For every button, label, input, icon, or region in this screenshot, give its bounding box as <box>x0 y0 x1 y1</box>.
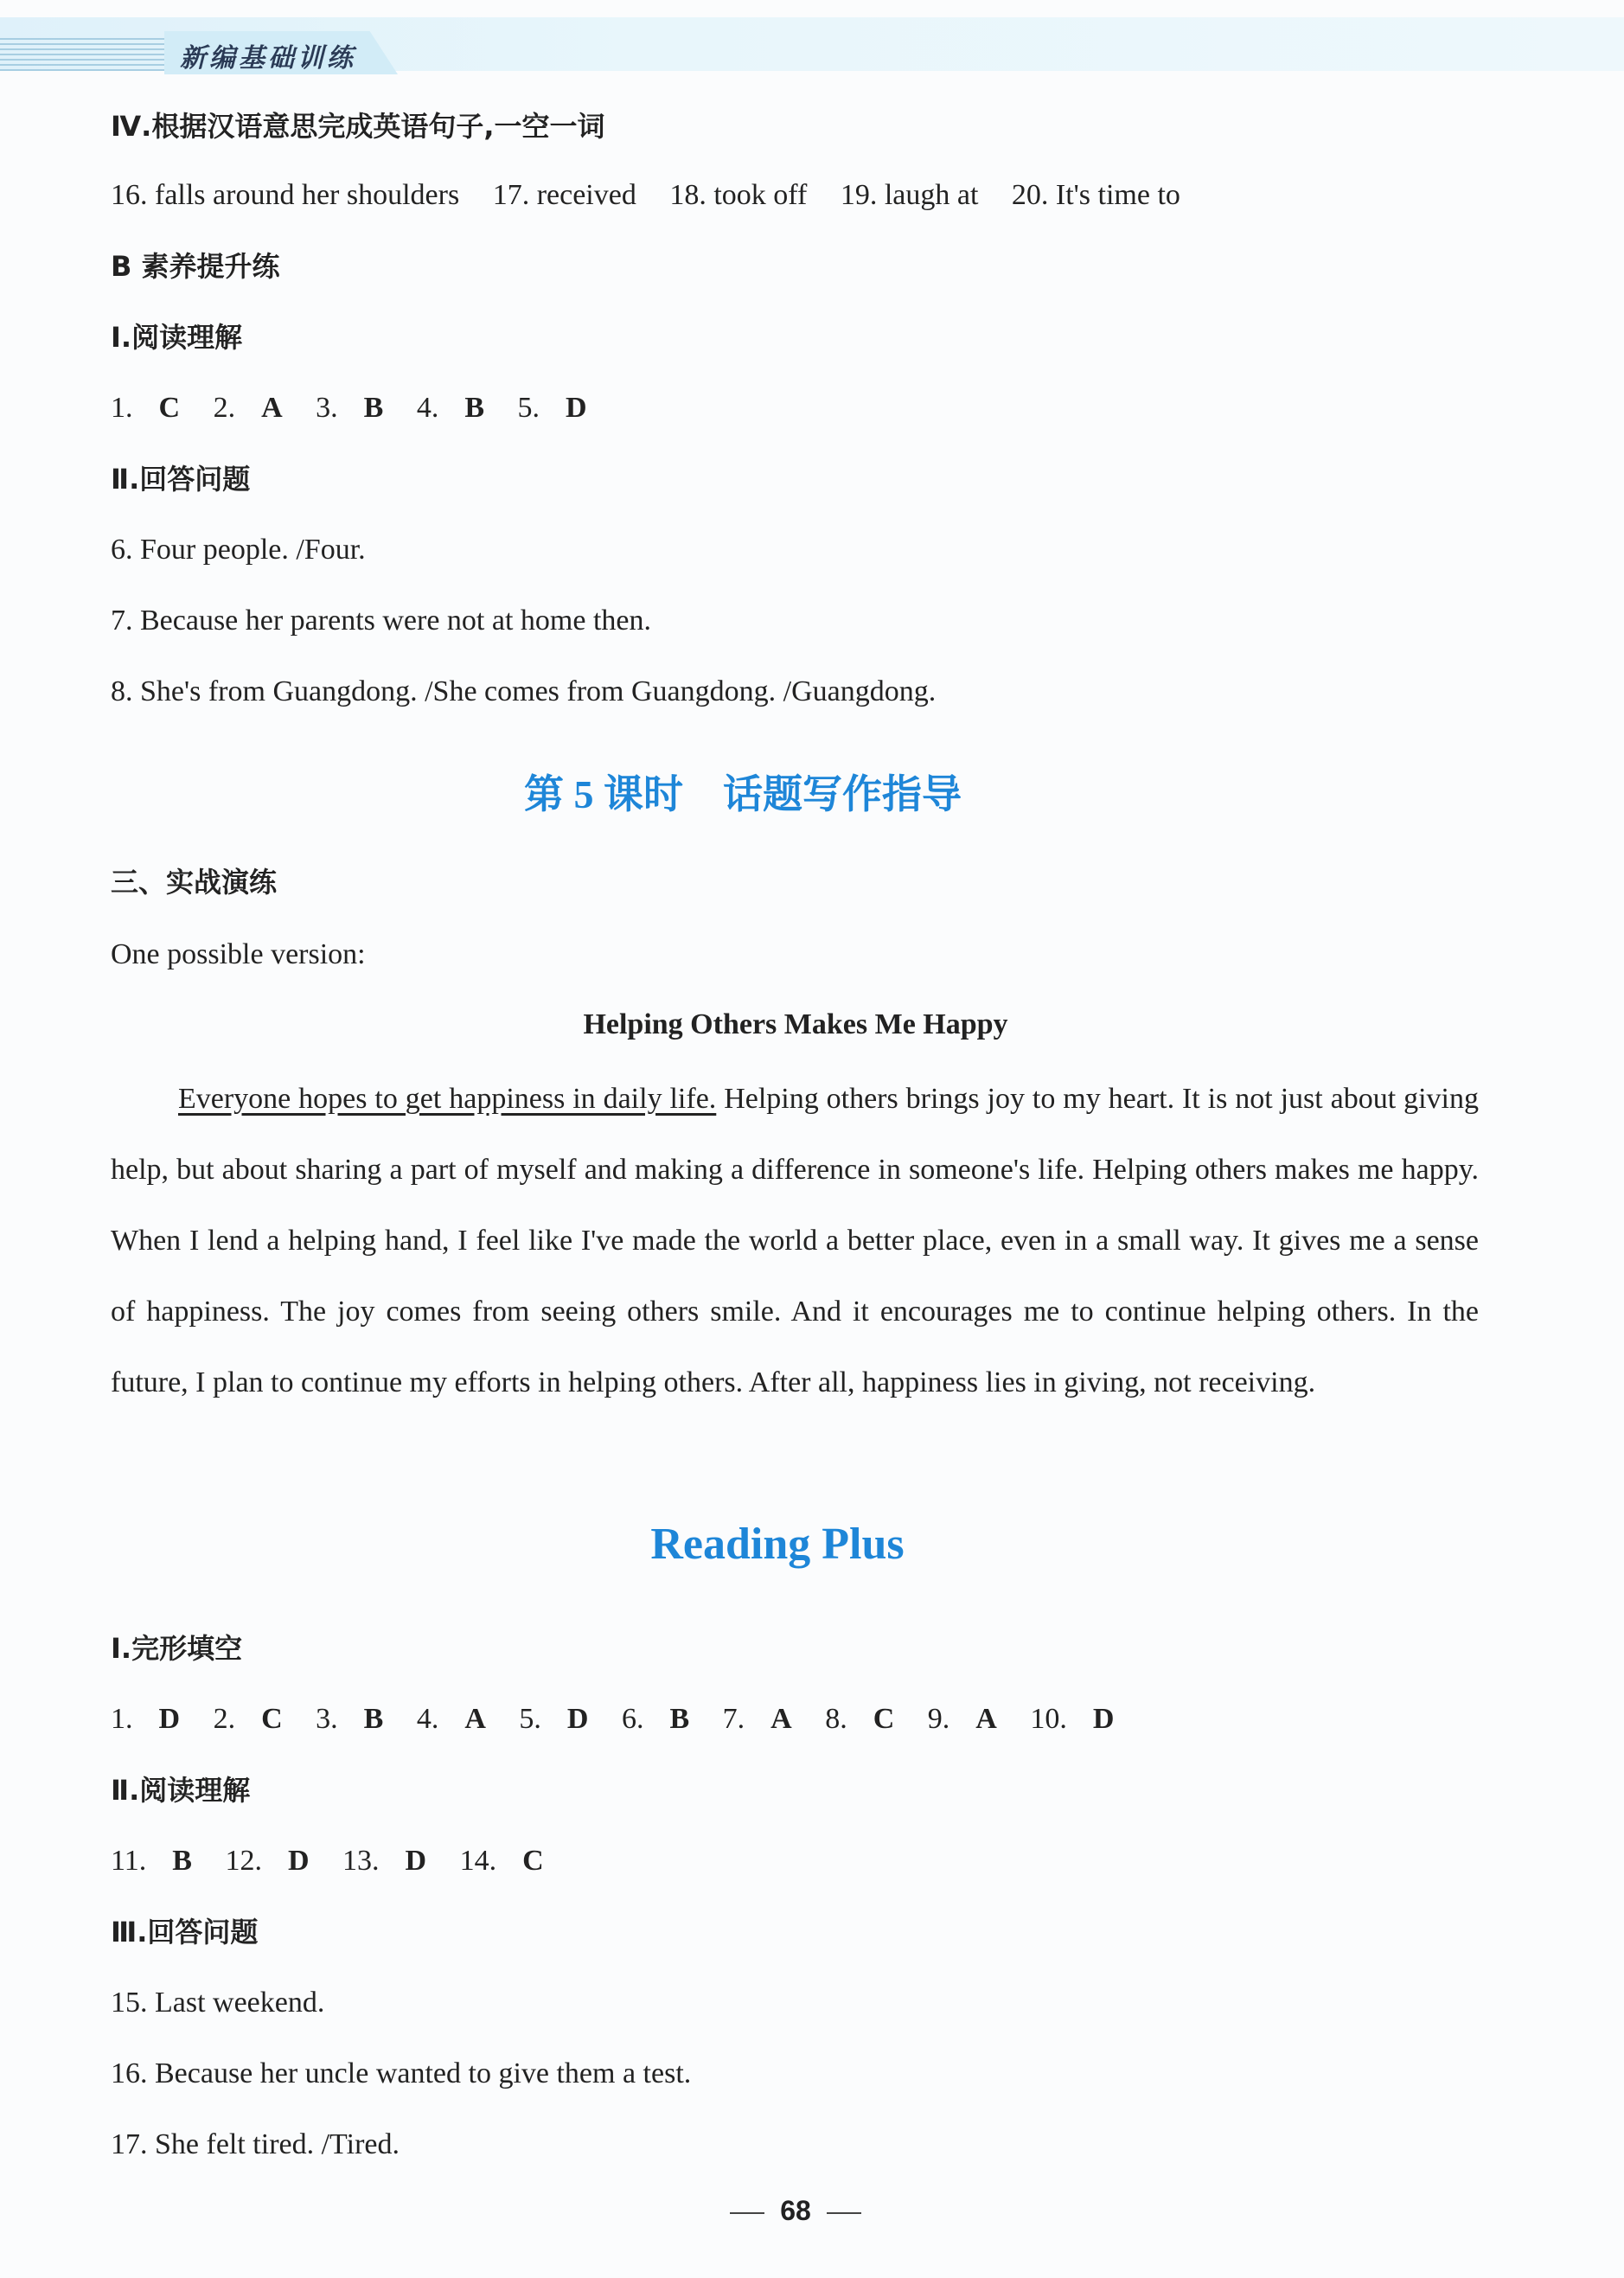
answer-item: 7. A <box>722 1703 792 1735</box>
part-iv-answers <box>111 178 1180 213</box>
answer-line: 16. Because her uncle wanted to give them a test. <box>111 2057 692 2089</box>
essay-title: Helping Others Makes Me Happy <box>583 1008 1008 1040</box>
part-b-heading: B 素养提升练 <box>111 250 280 283</box>
cloze-heading: Ⅰ.完形填空 <box>111 1632 243 1665</box>
practice-heading: 三、实战演练 <box>111 866 278 899</box>
answer-16: 16. falls around her shoulders <box>111 179 460 211</box>
rp-reading-answers <box>111 1844 544 1878</box>
answer-18: 18. took off <box>669 179 808 211</box>
answer-item: 4. B <box>416 392 484 424</box>
answer-item: 5. D <box>519 1703 589 1735</box>
answer-item: 3. B <box>316 392 384 424</box>
dash-right <box>827 2212 861 2214</box>
answer-line: 17. She felt tired. /Tired. <box>111 2128 400 2160</box>
header-decoration <box>0 38 164 73</box>
answer-line: 7. Because her parents were not at home then. <box>111 605 651 637</box>
reading-plus-title: Reading Plus <box>650 1520 905 1569</box>
answer-item: 4. A <box>416 1703 486 1735</box>
answer-item: 5. D <box>517 392 587 424</box>
answer-item: 12. D <box>225 1845 310 1877</box>
answer-item: 3. B <box>316 1703 384 1735</box>
cloze-answers <box>111 1702 1114 1737</box>
book-title: 新编基础训练 <box>180 43 356 74</box>
rp-questions-heading: Ⅲ.回答问题 <box>111 1916 259 1948</box>
part-iv-heading: Ⅳ.根据汉语意思完成英语句子,一空一词 <box>111 110 605 143</box>
essay-underlined-sentence: Everyone hopes to get happiness in daily life. <box>178 1083 717 1115</box>
answer-item: 2. C <box>213 1703 283 1735</box>
answer-item: 6. B <box>621 1703 690 1735</box>
answer-19: 19. laugh at <box>840 179 979 211</box>
page-number: 68 <box>0 2195 1591 2227</box>
answer-line: 6. Four people. /Four. <box>111 534 366 566</box>
answer-item: 8. C <box>825 1703 895 1735</box>
answer-item: 10. D <box>1030 1703 1115 1735</box>
answer-item: 9. A <box>927 1703 997 1735</box>
answer-item: 14. C <box>459 1845 544 1877</box>
essay-paragraph <box>111 1064 1479 1418</box>
answer-item: 1. D <box>111 1703 181 1735</box>
answer-20: 20. It's time to <box>1011 179 1180 211</box>
part-b-reading-answers <box>111 391 587 426</box>
answer-17: 17. received <box>492 179 636 211</box>
part-b-reading-heading: Ⅰ.阅读理解 <box>111 321 243 354</box>
answer-item: 13. D <box>342 1845 427 1877</box>
essay-intro: One possible version: <box>111 938 366 970</box>
answer-item: 1. C <box>111 392 181 424</box>
lesson-title: 第 5 课时 话题写作指导 <box>524 772 962 816</box>
answer-line: 8. She's from Guangdong. /She comes from Guangdong. /Guangdong. <box>111 675 937 707</box>
answer-line: 15. Last weekend. <box>111 1987 325 2019</box>
part-b-questions-heading: Ⅱ.回答问题 <box>111 463 251 496</box>
answer-item: 2. A <box>213 392 283 424</box>
dash-left <box>730 2212 764 2214</box>
answer-item: 11. B <box>111 1845 192 1877</box>
rp-reading-heading: Ⅱ.阅读理解 <box>111 1774 251 1807</box>
essay-body: Helping others brings joy to my heart. It is not just about giving help, but about sharing a part of myself and making a difference in someone's life. Helping others makes me happy. When I lend a helping hand, I feel like I've made the world a better place, even in a small way. It gives me a sense of happiness. The joy comes from seeing others smile. And it encourages me to continue helping others. In the future, I plan to continue my efforts in helping others. After all, happiness lies in giving, not receiving. <box>111 1083 1479 1398</box>
